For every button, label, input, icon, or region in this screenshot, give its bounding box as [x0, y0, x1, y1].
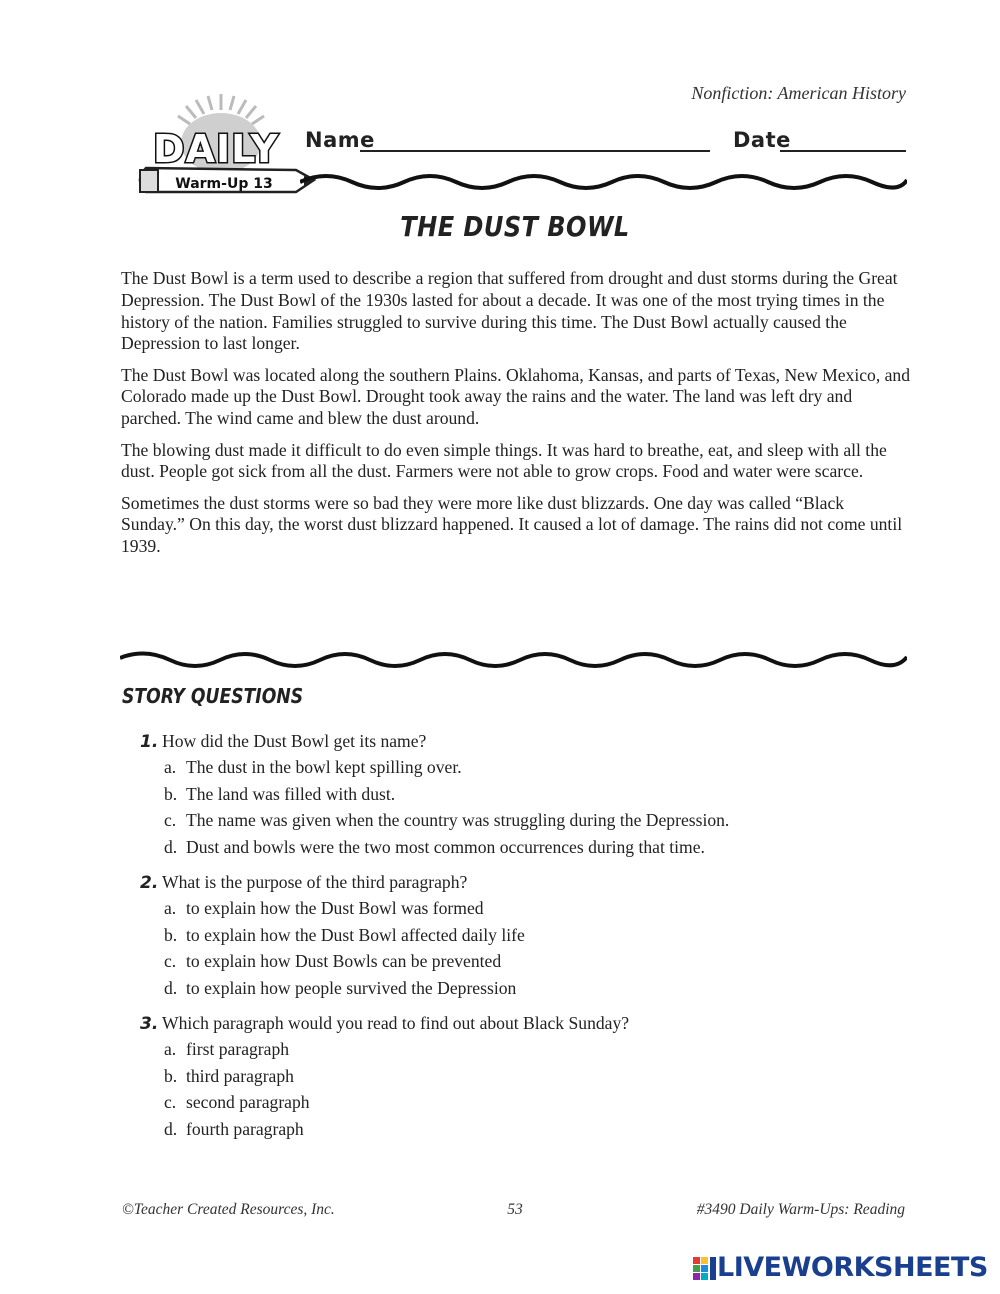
paragraph: The Dust Bowl was located along the southern Plains. Oklahoma, Kansas, and parts of Texas, New Mexico, and Colorado made up the Dust Bowl. Drought took away the rains and the water. The land was left dry and parched. The wind came and blew the dust around. — [121, 364, 911, 429]
answer-option[interactable]: a. to explain how the Dust Bowl was formed — [164, 898, 484, 918]
logo-word: DAILY — [153, 127, 279, 171]
logo-subtitle: Warm-Up 13 — [175, 176, 273, 192]
date-label: Date — [733, 128, 791, 152]
footer-page-number: 53 — [507, 1201, 523, 1218]
answer-option[interactable]: b. The land was filled with dust. — [164, 783, 396, 804]
question-2 — [140, 871, 900, 1003]
question-text: Which paragraph would you read to find out about Black Sunday? — [162, 1013, 630, 1033]
question-1 — [140, 730, 900, 862]
wavy-divider — [120, 648, 907, 672]
paragraph: The Dust Bowl is a term used to describe a region that suffered from drought and dust storms during the Great Depression. The Dust Bowl of the 1930s lasted for about a decade. It was one of the most trying times in the history of the nation. Families struggled to survive during this time. The Dust Bowl actually caused the Depression to last longer. — [121, 268, 898, 354]
answer-option[interactable]: d. Dust and bowls were the two most common occurrences during that time. — [164, 836, 705, 857]
answer-option[interactable]: b. to explain how the Dust Bowl affected daily life — [164, 924, 525, 945]
question-3 — [140, 1012, 900, 1144]
footer-copyright: ©Teacher Created Resources, Inc. — [122, 1201, 335, 1218]
question-number: 1. — [140, 732, 159, 752]
liveworksheets-brand[interactable]: LIVEWORKSHEETS — [717, 1252, 988, 1283]
question-number: 2. — [140, 873, 159, 893]
answer-option[interactable]: a. The dust in the bowl kept spilling over. — [164, 757, 462, 777]
question-number: 3. — [140, 1014, 159, 1034]
answer-option[interactable]: a. first paragraph — [164, 1039, 290, 1059]
liveworksheets-icon — [693, 1257, 717, 1281]
answer-option[interactable]: d. fourth paragraph — [164, 1118, 304, 1139]
daily-warmup-logo — [126, 88, 316, 202]
question-text: What is the purpose of the third paragraph? — [162, 872, 468, 892]
footer-book-title: #3490 Daily Warm-Ups: Reading — [696, 1201, 905, 1218]
paragraph: The blowing dust made it difficult to do even simple things. It was hard to breathe, eat, and sleep with all the dust. People got sick from all the dust. Farmers were not able to grow crops. Food and water were scarce. — [121, 439, 887, 482]
name-field[interactable] — [360, 150, 710, 152]
question-text: How did the Dust Bowl get its name? — [162, 731, 427, 751]
paragraph: Sometimes the dust storms were so bad they were more like dust blizzards. One day was called “Black Sunday.” On this day, the worst dust blizzard happened. It caused a lot of damage. The rains did not come until 1939. — [121, 492, 903, 557]
answer-option[interactable]: c. The name was given when the country was struggling during the Depression. — [164, 810, 730, 830]
answer-option[interactable]: d. to explain how people survived the Depression — [164, 977, 517, 998]
page-title: THE DUST BOWL — [400, 210, 630, 243]
answer-option[interactable]: c. second paragraph — [164, 1092, 310, 1112]
reading-passage — [121, 268, 911, 568]
category-label: Nonfiction: American History — [691, 83, 906, 103]
date-field[interactable] — [780, 150, 906, 152]
questions-heading: STORY QUESTIONS — [122, 684, 304, 708]
questions-list — [140, 730, 900, 1153]
answer-option[interactable]: c. to explain how Dust Bowls can be prevented — [164, 951, 502, 971]
answer-option[interactable]: b. third paragraph — [164, 1065, 294, 1086]
name-label: Name — [305, 128, 375, 152]
wavy-divider — [300, 170, 907, 194]
